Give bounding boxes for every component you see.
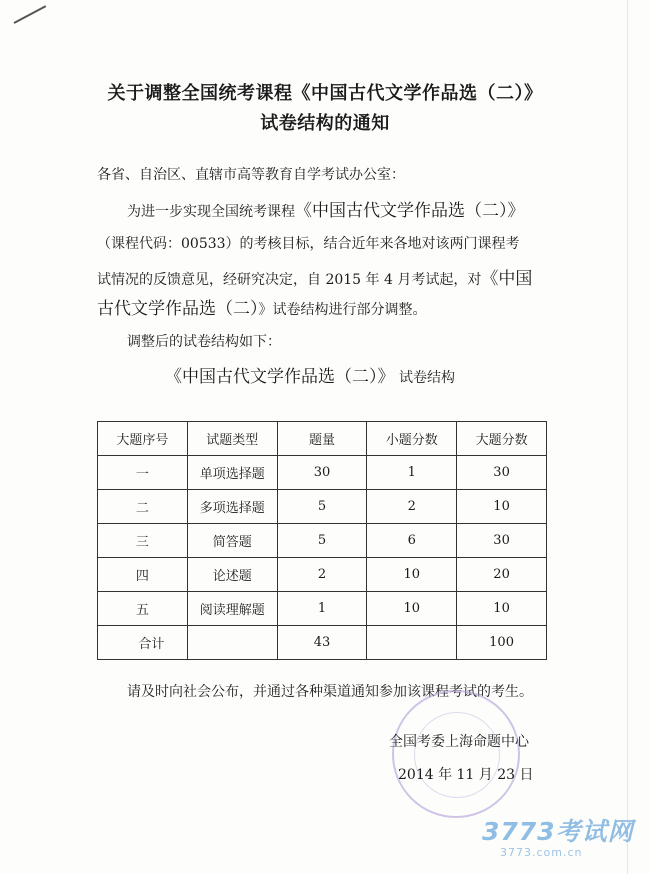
watermark-url: 3773.com.cn [500,846,583,859]
closing-paragraph: 请及时向社会公布，并通过各种渠道通知参加该课程考试的考生。 [127,684,533,700]
table-cell: 10 [367,558,457,592]
official-seal-stamp [392,690,520,818]
table-cell: 二 [98,490,188,524]
header-question-type: 试题类型 [187,422,277,456]
table-cell-total-label: 合计 [98,626,188,660]
course-name-part1: 《中国 [481,269,533,289]
header-item-score: 小题分数 [367,422,457,456]
table-row [98,592,547,626]
table-row [98,558,547,592]
paragraph1-line4 [97,294,427,319]
table-cell: 100 [457,626,547,660]
table-cell: 5 [277,524,367,558]
table-cell: 三 [98,524,188,558]
table-cell: 四 [98,558,188,592]
paragraph1-text-d: 》试卷结构进行部分调整。 [258,302,427,318]
table-cell [187,626,277,660]
table-cell: 5 [277,490,367,524]
table-cell: 10 [457,490,547,524]
table-cell: 2 [367,490,457,524]
pen-mark [14,5,47,24]
table-cell: 43 [277,626,367,660]
table-cell: 一 [98,456,188,490]
paragraph1-line3 [97,264,532,289]
table-cell: 30 [277,456,367,490]
table-cell: 多项选择题 [187,490,277,524]
course-name-part2: 古代文学作品选（二） [97,299,259,319]
header-question-count: 题量 [277,422,367,456]
table-row [98,524,547,558]
exam-structure-table [97,421,547,660]
date: 2014 年 11 月 23 日 [398,767,534,783]
table-cell: 30 [457,456,547,490]
table-total-row [98,626,547,660]
table-cell [367,626,457,660]
table-cell: 1 [277,592,367,626]
document-title-line1: 关于调整全国统考课程《中国古代文学作品选（二）》 [107,83,543,104]
table-cell: 20 [457,558,547,592]
table-caption [165,362,455,387]
table-cell: 简答题 [187,524,277,558]
table-row [98,490,547,524]
table-header-row [98,422,547,456]
signature: 全国考委上海命题中心 [389,734,529,750]
table-cell: 10 [457,592,547,626]
watermark-logo: 3773考试网 [482,817,634,846]
paragraph1-line2: （课程代码：00533）的考核目标，结合近年来各地对该两门课程考 [97,236,520,252]
table-cell: 单项选择题 [187,456,277,490]
table-cell: 2 [277,558,367,592]
header-section-score: 大题分数 [457,422,547,456]
paragraph1-text-c: 试情况的反馈意见，经研究决定，自 2015 年 4 月考试起，对 [97,272,482,288]
paragraph1-text-a: 为进一步实现全国统考课程 [127,204,295,220]
seal-inner-ring [414,712,500,798]
paragraph1-line1 [127,196,525,221]
table-row [98,456,547,490]
table-cell: 30 [457,524,547,558]
table-cell: 论述题 [187,558,277,592]
table-caption-suffix: 试卷结构 [398,370,455,386]
table-cell: 五 [98,592,188,626]
table-cell: 1 [367,456,457,490]
table-cell: 6 [367,524,457,558]
document-title-line2: 试卷结构的通知 [260,113,390,134]
header-section-number: 大题序号 [98,422,188,456]
table-caption-course: 《中国古代文学作品选（二）》 [165,367,395,387]
salutation: 各省、自治区、直辖市高等教育自学考试办公室： [97,167,405,183]
course-name: 《中国古代文学作品选（二）》 [295,201,525,221]
table-cell: 阅读理解题 [187,592,277,626]
paragraph2: 调整后的试卷结构如下： [127,334,281,350]
table-cell: 10 [367,592,457,626]
